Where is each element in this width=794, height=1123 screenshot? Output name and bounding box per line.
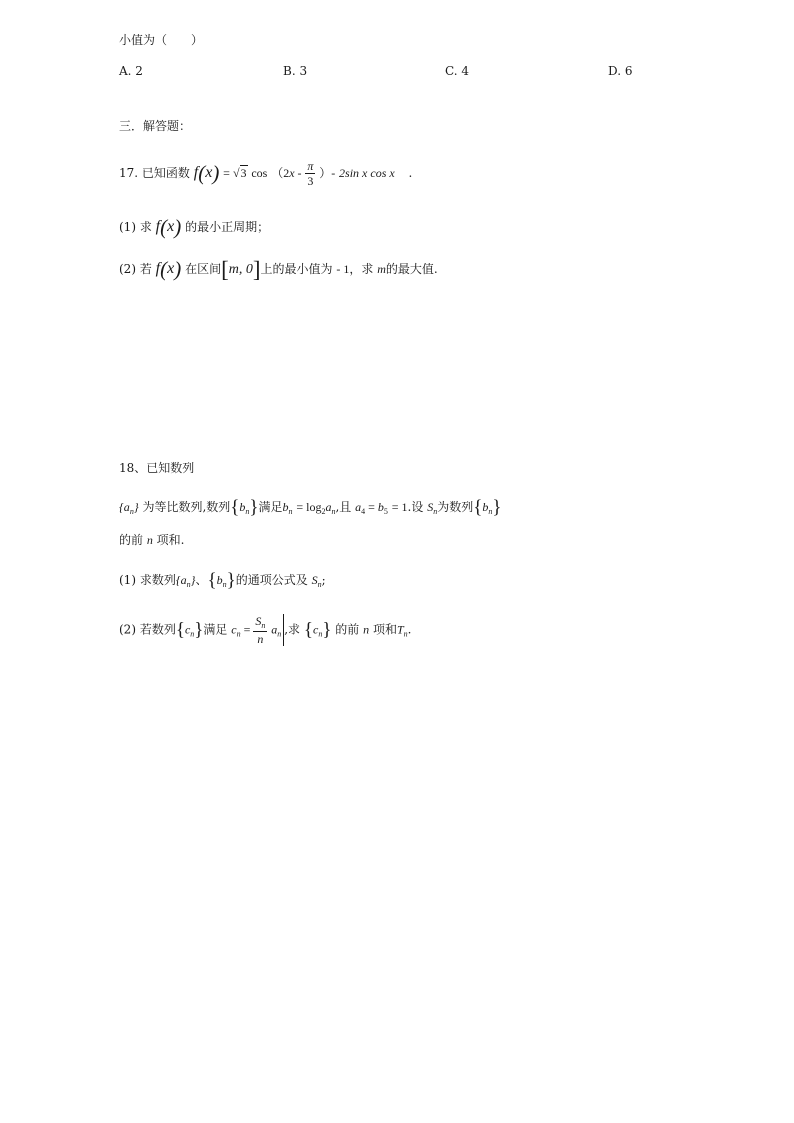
q18-part2: (2) 若数列$\{c_n\}$满足 $c_n$ = $\frac{S_n}{n}$ $a_n$ ,求 $\{c_n\}$ 的前 n 项和$T_n$.	[119, 614, 412, 646]
q18-heading: 18、已知数列	[119, 461, 195, 475]
q17-statement: 17. 已知函数 f(x) = √3 cos （2x - $\frac{\pi}{3}$ ）- 2sin x cos x .	[119, 159, 413, 188]
q17-sin-cos: 2sin x cos x	[339, 166, 395, 180]
q16-stem-end: 小值为（ ）	[119, 33, 204, 47]
q16-option-a: A. 2	[119, 64, 143, 78]
q18-statement-line2: $\{a_n\}$ 为等比数列,数列$\{b_n\}$满足$b_n = \log_2a_n$,且 $a_4 = b_5 = 1$.设 $S_n$为数列$\{b_n\}$	[119, 497, 502, 518]
q18-part1: (1) 求数列$\{a_n\}$、$\{b_n\}$的通项公式及 $S_n$;	[119, 570, 326, 591]
pi-over-3-fraction: $\frac{\pi}{3}$	[307, 159, 314, 188]
q17-number: 17.	[119, 166, 139, 180]
q17-fx: f(x)	[193, 161, 220, 185]
q17-part2: (2) 若 f(x) 在区间[m, 0]上的最小值为 - 1，求 m的最大值.	[119, 257, 438, 282]
q18-statement-line3: 的前 n 项和.	[119, 533, 185, 547]
sqrt-3: √3	[232, 166, 247, 180]
q17-part1: (1) 求 f(x) 的最小正周期；	[119, 215, 270, 239]
q17-cos: cos	[251, 166, 268, 180]
q17-intro: 已知函数	[141, 166, 190, 180]
sn-over-n-fraction: $\frac{S_n}{n}$	[255, 614, 266, 646]
q16-option-d: D. 6	[608, 64, 633, 78]
section-title: 三．解答题：	[119, 119, 192, 133]
q16-option-b: B. 3	[283, 64, 308, 78]
q16-option-c: C. 4	[445, 64, 470, 78]
